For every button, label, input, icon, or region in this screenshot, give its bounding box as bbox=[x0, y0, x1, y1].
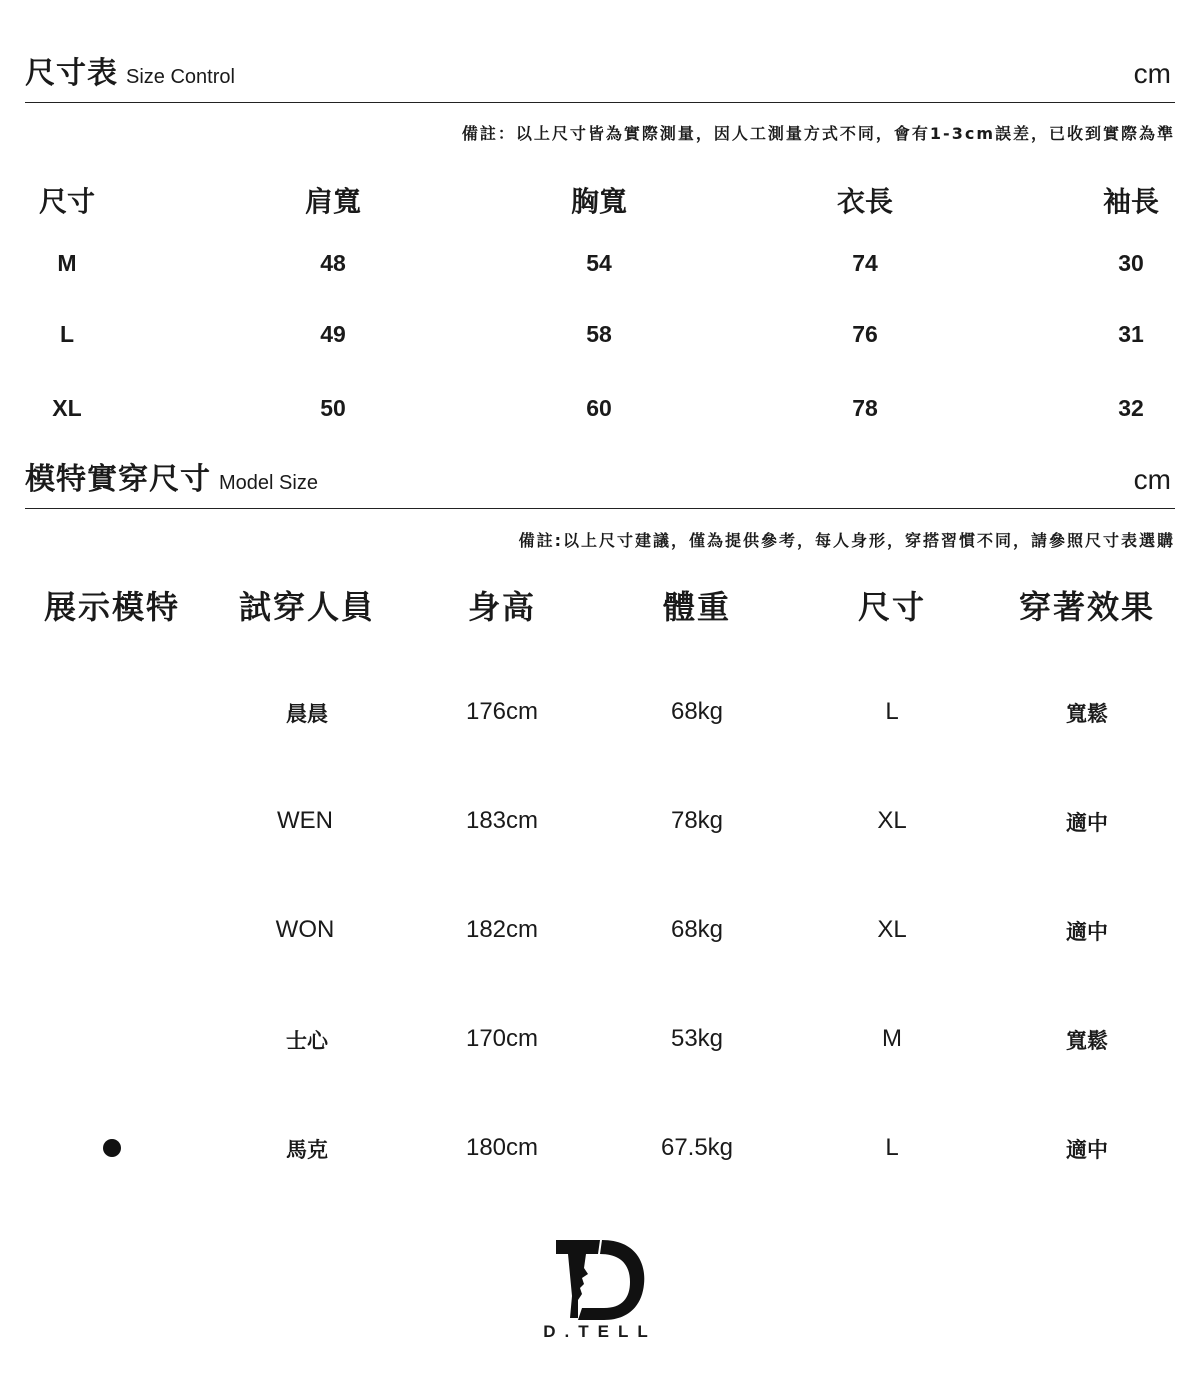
fit-value: 適中 bbox=[1066, 1138, 1108, 1162]
tester-header: 試穿人員 bbox=[238, 588, 376, 626]
display-model-header: 展示模特 bbox=[43, 588, 181, 626]
table-cell: 53kg bbox=[670, 1025, 724, 1052]
table-cell: 48 bbox=[320, 250, 346, 276]
table-cell: XL bbox=[877, 916, 907, 943]
size-chart-unit: cm bbox=[1133, 58, 1171, 89]
model-size-title-text: 模特實穿尺寸 bbox=[25, 462, 211, 497]
table-cell: 60 bbox=[586, 395, 612, 421]
height-header: 身高 bbox=[467, 588, 537, 626]
table-cell: 67.5kg bbox=[660, 1134, 734, 1161]
fit-header: 穿著效果 bbox=[1018, 588, 1156, 626]
table-cell: L bbox=[885, 1134, 899, 1161]
weight-header: 體重 bbox=[662, 588, 732, 626]
size-chart-note: 備註：以上尺寸皆為實際測量，因人工測量方式不同，會有1-3cm誤差，已收到實際為準 bbox=[461, 124, 1175, 143]
table-cell: 180cm bbox=[465, 1134, 539, 1161]
table-cell: 30 bbox=[1118, 250, 1144, 276]
table-cell: 74 bbox=[852, 250, 878, 276]
table-cell: 78 bbox=[852, 395, 878, 421]
size-header: 尺寸 bbox=[38, 185, 96, 218]
model-size-title bbox=[25, 454, 318, 498]
tester-name: WON bbox=[275, 916, 335, 943]
table-cell: XL bbox=[877, 807, 907, 834]
brand-name: D.TELL bbox=[543, 1322, 657, 1341]
fit-value: 適中 bbox=[1066, 811, 1108, 835]
fit-value: 寬鬆 bbox=[1066, 1029, 1108, 1053]
fit-value: 適中 bbox=[1066, 920, 1108, 944]
table-cell: XL bbox=[52, 395, 82, 421]
table-cell: L bbox=[59, 321, 75, 347]
table-cell: 31 bbox=[1118, 321, 1144, 347]
table-cell: 58 bbox=[586, 321, 612, 347]
size-chart-header bbox=[25, 40, 1175, 103]
display-model-dot-icon bbox=[103, 1139, 121, 1157]
chest-header: 胸寬 bbox=[570, 185, 628, 218]
model-size-unit: cm bbox=[1133, 464, 1171, 495]
table-cell: 68kg bbox=[670, 916, 724, 943]
table-cell: 182cm bbox=[465, 916, 539, 943]
table-cell: 176cm bbox=[465, 698, 539, 725]
table-cell: 76 bbox=[852, 321, 878, 347]
table-cell: 49 bbox=[320, 321, 346, 347]
fit-value: 寬鬆 bbox=[1066, 702, 1108, 726]
table-cell: 68kg bbox=[670, 698, 724, 725]
model-size-header bbox=[25, 446, 1175, 509]
sleeve-header: 袖長 bbox=[1102, 185, 1160, 218]
shoulder-header: 肩寬 bbox=[304, 185, 362, 218]
table-cell: 170cm bbox=[465, 1025, 539, 1052]
model-size-subtitle: Model Size bbox=[219, 472, 318, 494]
tester-name: 晨晨 bbox=[286, 702, 328, 726]
tester-name: WEN bbox=[277, 807, 333, 834]
size-header: 尺寸 bbox=[857, 588, 927, 626]
table-cell: L bbox=[885, 698, 899, 725]
length-header: 衣長 bbox=[836, 185, 894, 218]
size-chart-subtitle: Size Control bbox=[126, 66, 235, 88]
table-cell: 32 bbox=[1118, 395, 1144, 421]
tester-name: 馬克 bbox=[286, 1138, 328, 1162]
table-cell: M bbox=[57, 250, 77, 276]
tester-name: 士心 bbox=[286, 1029, 328, 1053]
model-size-note: 備註:以上尺寸建議，僅為提供參考，每人身形，穿搭習慣不同，請參照尺寸表選購 bbox=[518, 531, 1175, 550]
table-cell: 54 bbox=[586, 250, 612, 276]
table-cell: 50 bbox=[320, 395, 346, 421]
size-chart-title bbox=[25, 48, 235, 92]
table-cell: 183cm bbox=[465, 807, 539, 834]
table-cell: M bbox=[882, 1025, 902, 1052]
table-cell: 78kg bbox=[670, 807, 724, 834]
size-chart-title-text: 尺寸表 bbox=[25, 56, 118, 91]
